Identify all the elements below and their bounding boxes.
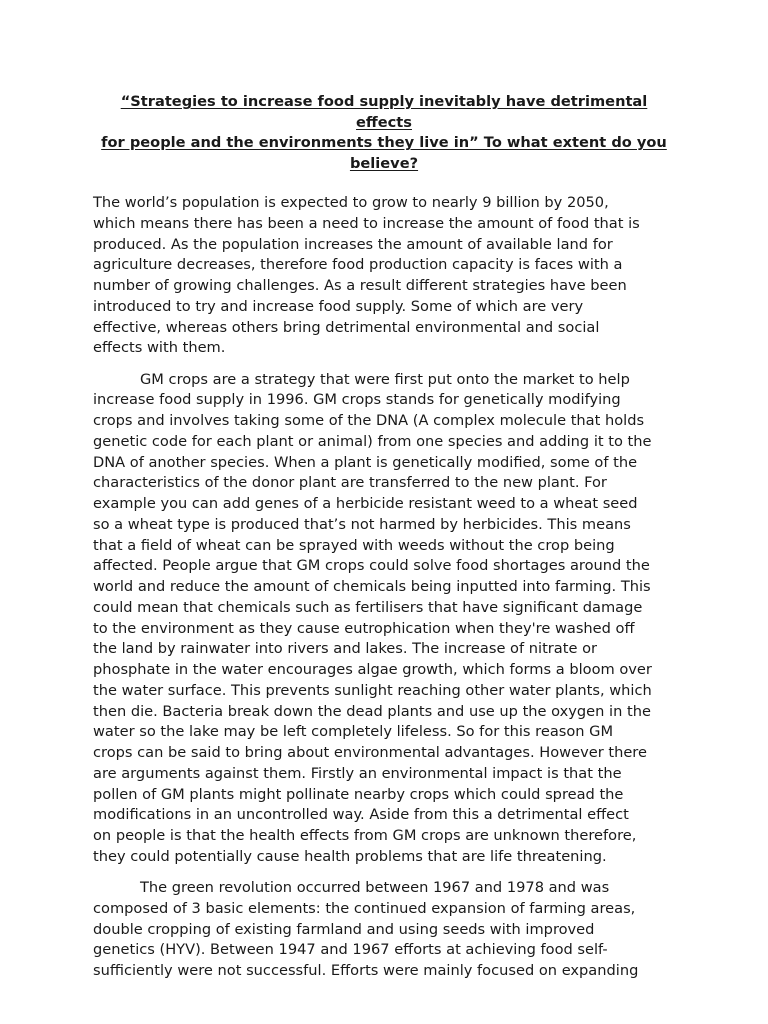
text-line: which means there has been a need to increase the amount of food that is xyxy=(93,214,640,232)
text-line: number of growing challenges. As a result different strategies have been xyxy=(93,277,627,294)
essay-body xyxy=(93,193,685,992)
title-line: for people and the environments they live in” To what extent do you xyxy=(101,134,667,152)
text-line: effects with them. xyxy=(93,339,226,357)
paragraph-green-revolution xyxy=(93,878,685,982)
text-line: introduced to try and increase food supply. Some of which are very xyxy=(93,297,584,315)
text-line: sufficiently were not successful. Efforts were mainly focused on expanding xyxy=(93,962,639,979)
text-line: effective, whereas others bring detrimental environmental and social xyxy=(93,318,600,336)
text-line: pollen of GM plants might pollinate nearby crops which could spread the xyxy=(93,785,624,803)
text-line: composed of 3 basic elements: the continued expansion of farming areas, xyxy=(93,899,636,917)
title-line: believe? xyxy=(349,154,419,172)
text-line: then die. Bacteria break down the dead plants and use up the oxygen in the xyxy=(93,702,651,720)
text-line: affected. People argue that GM crops could solve food shortages around the xyxy=(93,557,650,575)
title-line: “Strategies to increase food supply inevitably have detrimental effects xyxy=(120,93,648,131)
text-line: example you can add genes of a herbicide resistant weed to a wheat seed xyxy=(93,495,638,512)
text-line: could mean that chemicals such as fertilisers that have significant damage xyxy=(93,598,643,616)
text-line: they could potentially cause health problems that are life threatening. xyxy=(93,847,607,865)
text-line: to the environment as they cause eutrophication when they're washed off xyxy=(93,619,635,637)
text-line: crops and involves taking some of the DNA (A complex molecule that holds xyxy=(93,412,645,429)
paragraph-gm-crops xyxy=(93,370,685,868)
text-line: crops can be said to bring about environmental advantages. However there xyxy=(93,744,647,761)
text-line: GM crops are a strategy that were first put onto the market to help xyxy=(140,370,630,388)
text-line: DNA of another species. When a plant is genetically modified, some of the xyxy=(93,453,638,471)
text-line: agriculture decreases, therefore food production capacity is faces with a xyxy=(93,256,623,274)
text-line: increase food supply in 1996. GM crops stands for genetically modifying xyxy=(93,391,621,409)
text-line: the water surface. This prevents sunlight reaching other water plants, which xyxy=(93,681,652,699)
text-line: produced. As the population increases the amount of available land for xyxy=(93,235,613,253)
text-line: The green revolution occurred between 1967 and 1978 and was xyxy=(140,879,610,896)
text-line: double cropping of existing farmland and using seeds with improved xyxy=(93,920,595,938)
text-line: characteristics of the donor plant are transferred to the new plant. For xyxy=(93,474,607,492)
text-line: so a wheat type is produced that’s not harmed by herbicides. This means xyxy=(93,515,631,533)
text-line: the land by rainwater into rivers and lakes. The increase of nitrate or xyxy=(93,640,598,658)
text-line: modifications in an uncontrolled way. Aside from this a detrimental effect xyxy=(93,806,629,824)
paragraph-introduction xyxy=(93,193,685,359)
text-line: world and reduce the amount of chemicals being inputted into farming. This xyxy=(93,578,651,595)
text-line: phosphate in the water encourages algae growth, which forms a bloom over xyxy=(93,661,652,678)
text-line: on people is that the health effects from GM crops are unknown therefore, xyxy=(93,827,637,844)
text-line: The world’s population is expected to grow to nearly 9 billion by 2050, xyxy=(93,194,609,211)
text-line: are arguments against them. Firstly an environmental impact is that the xyxy=(93,764,622,782)
text-line: water so the lake may be left completely lifeless. So for this reason GM xyxy=(93,723,614,741)
text-line: that a field of wheat can be sprayed with weeds without the crop being xyxy=(93,536,615,554)
text-line: genetic code for each plant or animal) from one species and adding it to the xyxy=(93,432,652,450)
essay-title xyxy=(93,92,675,174)
text-line: genetics (HYV). Between 1947 and 1967 efforts at achieving food self- xyxy=(93,941,608,959)
